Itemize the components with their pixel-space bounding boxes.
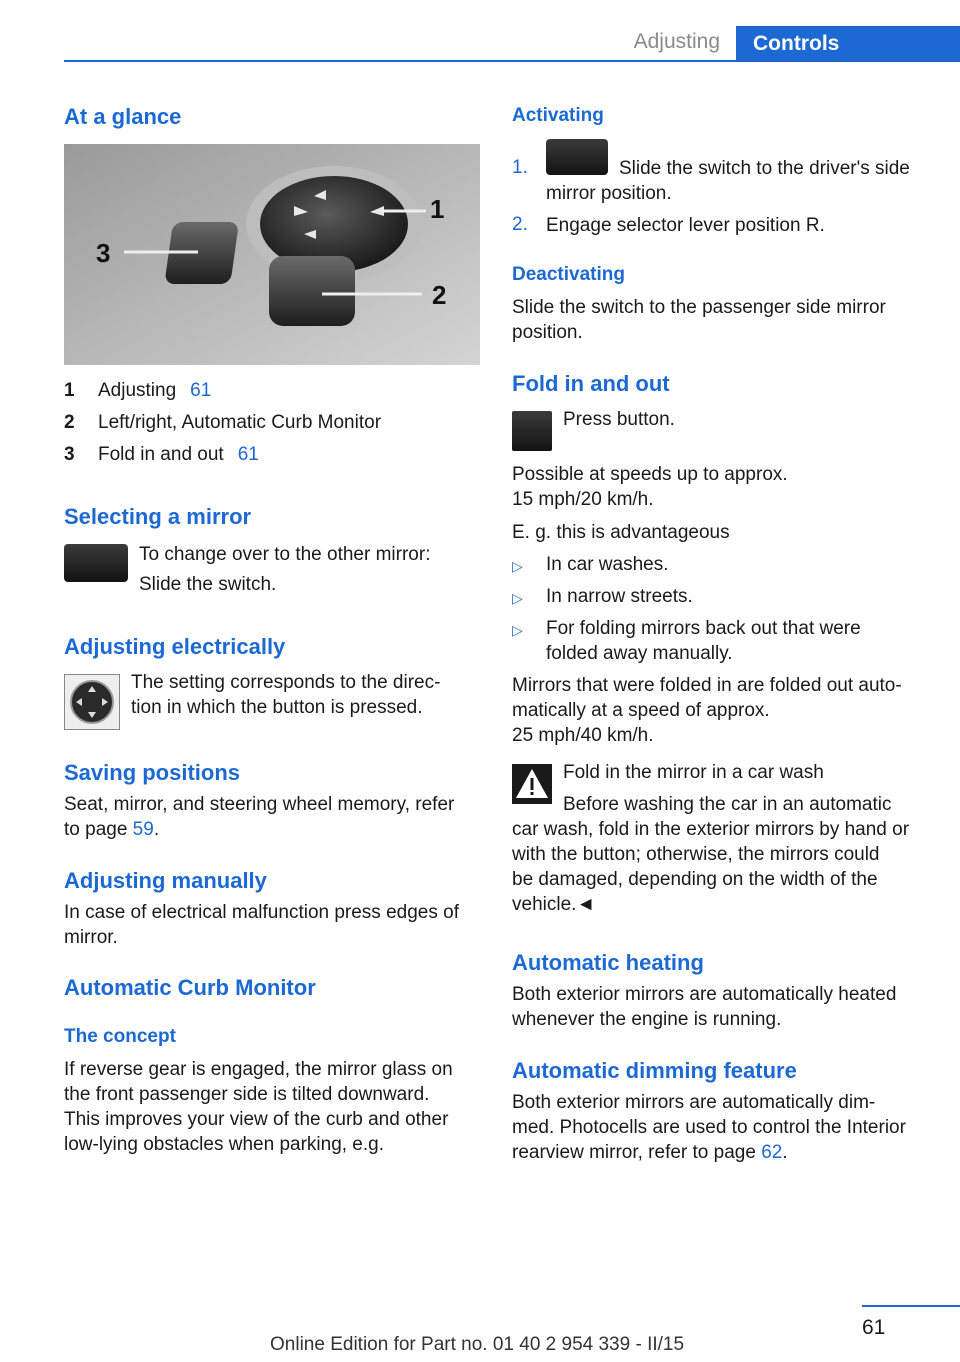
bullet-triangle-icon: ▷ [512,558,523,574]
fold-speed-text-1: Possible at speeds up to approx. [512,464,788,485]
legend-text: Adjusting [98,380,177,401]
dimming-text-prefix: rearview mirror, refer to page [512,1142,762,1163]
legend-text: Fold in and out [98,444,224,465]
dimming-text-2: med. Photocells are used to control the Interior [512,1117,906,1138]
curb-text-2: the front passenger side is tilted downward. [64,1084,430,1105]
dimming-text-suffix: . [782,1142,788,1163]
heading-activating: Activating [512,105,604,126]
saving-text-suffix: . [153,819,160,840]
heading-adjusting-manually: Adjusting manually [64,868,267,893]
legend-page-link[interactable]: 61 [237,444,259,465]
warning-title: Fold in the mirror in a car wash [563,762,824,783]
curb-text-1: If reverse gear is engaged, the mirror glass on [64,1059,453,1080]
page-number: 61 [862,1316,886,1339]
manual-text-2: mirror. [64,927,118,948]
fold-press-text: Press button. [563,409,675,430]
step-number-2: 2. [512,214,528,235]
heading-deactivating: Deactivating [512,264,625,285]
curb-text-3: This improves your view of the curb and other [64,1109,449,1130]
adjusting-el-text-1: The setting corresponds to the direc‐ [131,672,441,693]
step-number-1: 1. [512,157,528,178]
fold-speed-text-2: 15 mph/20 km/h. [512,489,654,510]
figure-label-2: 2 [432,280,447,310]
heading-selecting-mirror: Selecting a mirror [64,504,252,529]
bullet-triangle-icon: ▷ [512,590,523,606]
warning-text-3: with the button; otherwise, the mirrors could [512,844,880,865]
fold-button-icon [512,411,552,451]
mirror-selector-switch-icon [64,544,128,582]
saving-text-2 [64,817,159,842]
bullet-3-text-1: For folding mirrors back out that were [546,618,861,639]
dimming-text-3 [512,1140,788,1165]
header-tab-controls[interactable]: Controls [736,26,960,62]
heading-fold-in-out: Fold in and out [512,371,670,396]
curb-text-4: low-lying obstacles when parking, e.g. [64,1134,385,1155]
header-section: Adjusting [633,30,720,53]
legend-page-link[interactable]: 61 [190,380,212,401]
heading-curb-monitor: Automatic Curb Monitor [64,975,316,1000]
manual-text-1: In case of electrical malfunction press edges of [64,902,459,923]
footer-edition: Online Edition for Part no. 01 40 2 954 339 - II/15 [270,1334,685,1355]
bullet-3-text-2: folded away manually. [546,643,733,664]
footer-rule [862,1305,960,1307]
bullet-triangle-icon: ▷ [512,622,523,638]
header-rule [64,60,960,62]
adjusting-el-text-2: tion in which the button is pressed. [131,697,423,718]
deactivating-text-1: Slide the switch to the passenger side mirror [512,297,886,318]
warning-text-2: car wash, fold in the exterior mirrors by hand or [512,819,910,840]
heating-text-2: whenever the engine is running. [512,1009,782,1030]
deactivating-text-2: position. [512,322,583,343]
step-2-text: Engage selector lever position R. [546,215,825,236]
warning-text-4: be damaged, depending on the width of the [512,869,878,890]
warning-text-1: Before washing the car in an automatic [563,794,892,815]
legend-text: Left/right, Automatic Curb Monitor [98,412,382,433]
switch-driver-side-icon [546,139,608,175]
figure-label-3: 3 [96,238,111,268]
fold-after-text-2: matically at a speed of approx. [512,700,770,721]
legend-num: 3 [64,444,75,465]
heating-text-1: Both exterior mirrors are automatically heated [512,984,897,1005]
page-link-62[interactable]: 62 [761,1142,783,1163]
legend-num: 2 [64,412,75,433]
warning-text-5: vehicle.◄ [512,894,596,915]
bullet-2-text: In narrow streets. [546,586,693,607]
heading-automatic-heating: Automatic heating [512,950,704,975]
heading-at-a-glance: At a glance [64,104,182,129]
adjust-knob-icon [64,674,120,730]
heading-the-concept: The concept [64,1026,176,1047]
saving-text-1: Seat, mirror, and steering wheel memory, refer [64,794,455,815]
mirror-controls-figure [64,144,480,365]
bullet-1-text: In car washes. [546,554,669,575]
figure-label-1: 1 [430,194,445,224]
selecting-text-2: Slide the switch. [139,574,277,595]
dimming-text-1: Both exterior mirrors are automatically dim‐ [512,1092,876,1113]
warning-icon [512,764,552,804]
step-1-text-2: mirror position. [546,183,672,204]
selecting-text-1: To change over to the other mirror: [139,544,431,565]
heading-automatic-dimming: Automatic dimming feature [512,1058,797,1083]
fold-eg-text: E. g. this is advantageous [512,522,730,543]
fold-after-text-1: Mirrors that were folded in are folded out auto‐ [512,675,902,696]
heading-saving-positions: Saving positions [64,760,241,785]
fold-after-text-3: 25 mph/40 km/h. [512,725,654,746]
legend-num: 1 [64,380,75,401]
step-1-text-1: Slide the switch to the driver's side [619,158,910,179]
page-link-59[interactable]: 59 [132,819,154,840]
heading-adjusting-electrically: Adjusting electrically [64,634,286,659]
saving-text-prefix: to page [64,819,133,840]
